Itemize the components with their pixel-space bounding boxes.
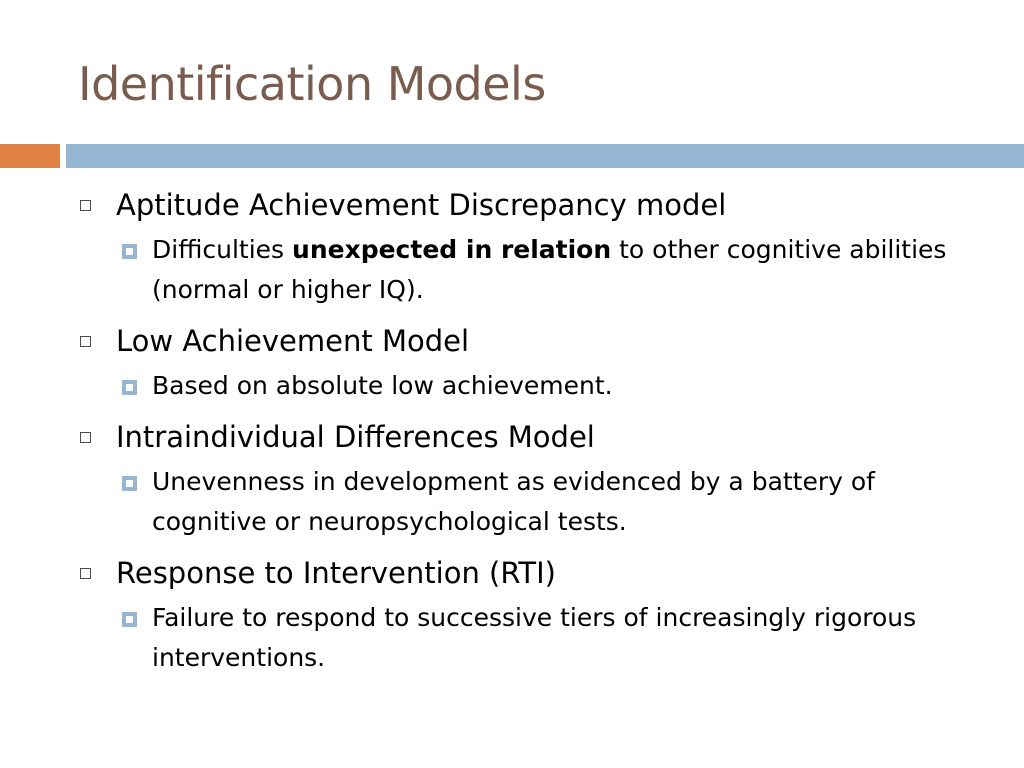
sub-bullet-list — [116, 366, 984, 406]
slide-title: Identification Models — [78, 57, 546, 111]
sub-bullet-item — [152, 366, 962, 406]
hollow-square-icon — [80, 432, 91, 443]
bullet-text: Response to Intervention (RTI) — [116, 556, 556, 590]
bullet-text: Aptitude Achievement Discrepancy model — [116, 188, 727, 222]
sub-bullet-list — [116, 598, 984, 678]
sub-bullet-emphasis: unexpected in relation — [292, 235, 612, 264]
filled-square-bullet-icon — [122, 476, 137, 491]
accent-bar-blue — [66, 144, 1024, 168]
bullet-item — [0, 416, 1024, 542]
bullet-list — [0, 184, 1024, 678]
sub-bullet-item — [152, 230, 962, 310]
sub-bullet-list — [116, 462, 984, 542]
sub-bullet-text-end: to other cognitive abilities (normal or higher IQ). — [152, 235, 947, 304]
sub-bullet-text-start: Difficulties — [152, 235, 293, 264]
hollow-square-icon — [80, 336, 91, 347]
filled-square-bullet-icon — [122, 612, 137, 627]
bullet-item — [0, 184, 1024, 310]
sub-bullet-text: Based on absolute low achievement. — [152, 371, 613, 400]
bullet-text: Intraindividual Differences Model — [116, 420, 595, 454]
bullet-item — [0, 320, 1024, 406]
sub-bullet-list — [116, 230, 984, 310]
filled-square-bullet-icon — [122, 244, 137, 259]
filled-square-bullet-icon — [122, 380, 137, 395]
sub-bullet-item — [152, 598, 962, 678]
sub-bullet-item — [152, 462, 962, 542]
hollow-square-icon — [80, 200, 91, 211]
hollow-square-icon — [80, 568, 91, 579]
sub-bullet-text: Unevenness in development as evidenced by a battery of cognitive or neuropsychological tests. — [152, 467, 875, 536]
bullet-item — [0, 552, 1024, 678]
sub-bullet-text: Failure to respond to successive tiers of increasingly rigorous interventions. — [152, 603, 917, 672]
accent-bar-orange — [0, 144, 60, 168]
bullet-text: Low Achievement Model — [116, 324, 470, 358]
